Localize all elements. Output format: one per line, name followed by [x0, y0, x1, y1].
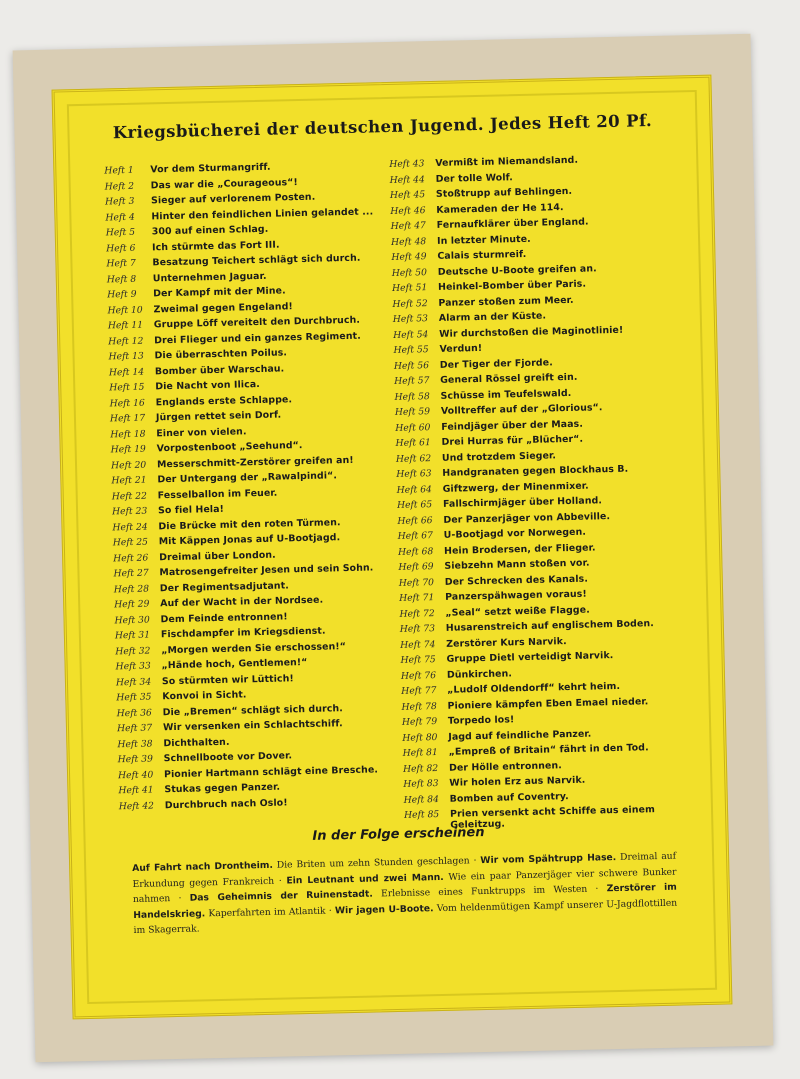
issue-title: Hein Brodersen, der Flieger. — [443, 541, 596, 557]
issue-title: Unternehmen Jaguar. — [152, 270, 267, 284]
issue-number: Heft 24 — [112, 521, 148, 533]
issue-title: General Rössel greift ein. — [440, 371, 578, 386]
issue-title: Giftzwerg, der Minenmixer. — [442, 480, 589, 495]
issue-title: Panzerspähwagen voraus! — [445, 588, 587, 603]
issue-number: Heft 29 — [114, 598, 150, 611]
series-title: Kriegsbücherei der deutschen Jugend. Jedes Heft 20 Pf. — [112, 111, 653, 143]
issue-number: Heft 58 — [394, 390, 430, 403]
issue-title: Fernaufklärer über England. — [436, 216, 589, 231]
forthcoming-desc: Wie ein paar Panzerjäger vier schwere Bunker nahmen · — [132, 866, 677, 905]
issue-number: Heft 31 — [114, 629, 151, 642]
forthcoming-desc: Dreimal auf Erkundung gegen Frankreich · — [132, 850, 677, 890]
issue-number: Heft 40 — [117, 768, 154, 781]
issue-title: Und trotzdem Sieger. — [441, 449, 557, 464]
issue-number: Heft 48 — [390, 235, 427, 248]
issue-number: Heft 71 — [399, 592, 435, 604]
issue-number: Heft 84 — [403, 793, 439, 806]
forthcoming-title: Ein Leutnant und zwei Mann. — [286, 871, 444, 887]
issue-title: Messerschmitt-Zerstörer greifen an! — [156, 454, 354, 470]
booklet-back-cover — [13, 34, 774, 1062]
issue-title: Der Tiger der Fjorde. — [439, 356, 553, 371]
issue-title: Die überraschten Poilus. — [154, 347, 288, 362]
issue-number: Heft 4 — [105, 211, 135, 223]
issue-title: Mit Käppen Jonas auf U-Bootjagd. — [158, 532, 341, 548]
issue-number: Heft 23 — [111, 505, 148, 518]
issue-number: Heft 72 — [399, 607, 435, 620]
issue-title: In letzter Minute. — [436, 233, 531, 247]
issue-title: Englands erste Schlappe. — [155, 393, 293, 408]
issue-title: Bomber über Warschau. — [154, 362, 285, 377]
issue-number: Heft 68 — [397, 545, 434, 558]
issue-title: Die Brücke mit den roten Türmen. — [158, 516, 341, 532]
issue-number: Heft 6 — [106, 242, 136, 254]
issue-number: Heft 49 — [391, 251, 427, 263]
issue-number: Heft 82 — [402, 762, 439, 775]
forthcoming-title: Wir jagen U-Boote. — [334, 902, 434, 916]
issue-title: Jagd auf feindliche Panzer. — [448, 728, 592, 743]
issue-title: Besatzung Teichert schlägt sich durch. — [152, 252, 361, 269]
issue-title: Der Panzerjäger von Abbeville. — [443, 510, 611, 526]
issue-title: Fesselballon im Feuer. — [157, 487, 278, 501]
issue-title: Vor dem Sturmangriff. — [150, 161, 271, 176]
issue-title: Zerstörer Kurs Narvik. — [446, 635, 567, 650]
issue-number: Heft 53 — [392, 313, 429, 325]
issue-title: Pioniere kämpfen Eben Emael nieder. — [447, 695, 649, 712]
issue-number: Heft 80 — [402, 731, 438, 744]
issue-number: Heft 59 — [394, 406, 431, 418]
forthcoming-title: Das Geheimnis der Ruinenstadt. — [189, 888, 373, 904]
forthcoming-desc: Kaperfahrten im Atlantik · — [205, 904, 336, 919]
issue-number: Heft 22 — [111, 490, 148, 502]
issue-number: Heft 61 — [395, 437, 431, 449]
issue-title: Der Hölle entronnen. — [448, 759, 562, 774]
issue-title: Stoßtrupp auf Behlingen. — [435, 185, 573, 200]
issue-title: 300 auf einen Schlag. — [151, 223, 269, 238]
issue-number: Heft 62 — [395, 452, 432, 465]
issue-number: Heft 69 — [398, 561, 434, 573]
issue-title: Dreimal über London. — [159, 549, 276, 563]
issue-number: Heft 73 — [399, 623, 436, 635]
issue-number: Heft 79 — [401, 716, 438, 728]
issue-number: Heft 77 — [401, 685, 437, 697]
issue-title: Gruppe Löff vereitelt den Durchbruch. — [153, 314, 361, 331]
issue-title: Ich stürmte das Fort III. — [151, 238, 280, 253]
issue-title: Sieger auf verlorenem Posten. — [150, 191, 316, 207]
issue-number: Heft 12 — [108, 335, 144, 347]
issue-number: Heft 44 — [389, 173, 425, 186]
issue-title: U-Bootjagd vor Norwegen. — [443, 526, 587, 541]
issue-number: Heft 54 — [393, 328, 429, 341]
issue-title: Stukas gegen Panzer. — [164, 781, 281, 796]
issue-number: Heft 47 — [390, 220, 426, 232]
issue-title: Dünkirchen. — [446, 667, 513, 681]
issue-number: Heft 52 — [392, 297, 428, 310]
issue-number: Heft 75 — [400, 654, 436, 666]
issue-number: Heft 41 — [118, 784, 154, 797]
issue-number: Heft 8 — [106, 273, 137, 285]
issue-number: Heft 3 — [104, 195, 135, 208]
issue-title: Schüsse im Teufelswald. — [440, 387, 572, 402]
issue-number: Heft 63 — [396, 468, 432, 480]
issue-title: Husarenstreich auf englischem Boden. — [445, 618, 654, 634]
issue-number: Heft 9 — [107, 288, 137, 301]
issue-number: Heft 74 — [400, 638, 436, 651]
issue-title: Heinkel-Bomber über Paris. — [437, 278, 587, 293]
issue-number: Heft 67 — [397, 530, 434, 542]
forthcoming-desc: Vom heldenmütigen Kampf unserer U-Jagdflottillen im Skagerrak. — [133, 897, 678, 936]
issue-number: Heft 78 — [401, 700, 437, 713]
issue-number: Heft 14 — [108, 366, 145, 378]
issue-number: Heft 15 — [109, 381, 145, 394]
issue-number: Heft 57 — [394, 375, 430, 387]
issue-title: „Hände hoch, Gentlemen!“ — [161, 656, 308, 672]
issue-number: Heft 28 — [113, 583, 150, 595]
issue-title: Verdun! — [439, 342, 483, 355]
issue-title: Drei Flieger und ein ganzes Regiment. — [154, 330, 361, 346]
issue-title: Der Untergang der „Rawalpindi“. — [157, 470, 338, 486]
issue-number: Heft 70 — [398, 576, 435, 589]
issue-title: Der tolle Wolf. — [435, 171, 514, 185]
issue-number: Heft 11 — [107, 319, 144, 332]
issue-title: Siebzehn Mann stoßen vor. — [444, 557, 590, 572]
issue-number: Heft 36 — [116, 707, 152, 719]
issue-number: Heft 32 — [115, 645, 151, 657]
issue-number: Heft 85 — [403, 809, 440, 821]
issue-title: Der Regimentsadjutant. — [159, 579, 289, 594]
issue-title: So stürmten wir Lüttich! — [161, 672, 294, 687]
issue-number: Heft 50 — [391, 266, 428, 279]
forthcoming-title: Zerstörer im Handelskrieg. — [133, 881, 677, 921]
issue-title: Konvoi in Sicht. — [162, 689, 247, 703]
issue-number: Heft 60 — [395, 421, 431, 434]
issue-title: Drei Hurras für „Blücher“. — [441, 433, 584, 448]
issue-title: So fiel Hela! — [157, 503, 225, 517]
issue-number: Heft 33 — [115, 660, 151, 673]
issue-number: Heft 20 — [110, 459, 147, 471]
issue-number: Heft 2 — [104, 180, 135, 192]
issue-number: Heft 65 — [396, 499, 433, 511]
issue-title: Wir holen Erz aus Narvik. — [449, 774, 586, 789]
forthcoming-desc: Die Briten um zehn Stunden geschlagen · — [272, 855, 481, 871]
issue-title: Panzer stoßen zum Meer. — [438, 294, 574, 309]
issue-title: Einer von vielen. — [156, 425, 247, 439]
issue-number: Heft 35 — [116, 691, 152, 704]
issue-number: Heft 34 — [115, 676, 152, 688]
issue-title: „Morgen werden Sie erschossen!“ — [161, 640, 347, 656]
issue-title: Hinter den feindlichen Linien gelandet ... — [151, 205, 374, 222]
issue-title: Fischdampfer im Kriegsdienst. — [160, 625, 326, 641]
issue-number: Heft 46 — [390, 204, 426, 217]
issue-title: Fallschirmjäger über Holland. — [442, 495, 603, 510]
issue-title: Wir versenken ein Schlachtschiff. — [162, 718, 343, 734]
issue-number: Heft 39 — [117, 753, 154, 766]
issue-title: Der Schrecken des Kanals. — [444, 573, 589, 588]
issue-title: Schnellboote vor Dover. — [163, 750, 293, 765]
issue-title: Dem Feinde entronnen! — [160, 610, 288, 625]
issue-title: Calais sturmreif. — [437, 248, 527, 262]
issue-number: Heft 51 — [391, 282, 428, 294]
forthcoming-desc: Erlebnisse eines Funktrupps im Westen · — [372, 883, 607, 900]
issue-title: Vorpostenboot „Seehund“. — [156, 440, 303, 455]
issue-title: Dichthalten. — [163, 736, 230, 749]
issue-number: Heft 56 — [393, 359, 430, 372]
issue-number: Heft 19 — [110, 443, 146, 456]
issue-title: Das war die „Courageous“! — [150, 176, 298, 191]
issue-number: Heft 38 — [117, 738, 153, 750]
issue-title: Jürgen rettet sein Dorf. — [155, 409, 282, 424]
issue-title: Volltreffer auf der „Glorious“. — [440, 402, 603, 417]
issue-title: Wir durchstoßen die Maginotlinie! — [439, 324, 624, 340]
issue-number: Heft 76 — [400, 669, 437, 682]
issue-number: Heft 16 — [109, 397, 145, 409]
issue-number: Heft 27 — [113, 567, 149, 580]
issue-title: Gruppe Dietl verteidigt Narvik. — [446, 650, 614, 665]
issue-number: Heft 66 — [397, 514, 433, 527]
issue-title: Prien versenkt acht Schiffe aus einem Geleitzug. — [449, 804, 656, 831]
issue-title: Feindjäger über der Maas. — [441, 418, 584, 433]
issue-number: Heft 18 — [110, 428, 146, 440]
issue-number: Heft 10 — [107, 304, 143, 316]
issue-number: Heft 30 — [114, 614, 150, 626]
issue-title: „Seal“ setzt weiße Flagge. — [445, 604, 590, 619]
issue-number: Heft 45 — [389, 189, 426, 201]
issue-number: Heft 37 — [116, 722, 153, 735]
issue-number: Heft 26 — [113, 552, 149, 564]
issue-title: Durchbruch nach Oslo! — [164, 796, 288, 811]
issue-title: „Empreß of Britain“ fährt in den Tod. — [448, 742, 649, 758]
issue-number: Heft 83 — [403, 778, 439, 790]
issue-title: Der Kampf mit der Mine. — [153, 285, 286, 300]
issue-title: Auf der Wacht in der Nordsee. — [160, 594, 324, 610]
issue-number: Heft 81 — [402, 747, 438, 759]
issue-list-right — [389, 150, 694, 833]
issue-number: Heft 1 — [104, 164, 134, 177]
issue-number: Heft 43 — [389, 158, 425, 170]
issue-title: Kameraden der He 114. — [436, 201, 564, 216]
forthcoming-title: Wir vom Spähtrupp Hase. — [480, 852, 617, 867]
issue-title: Die „Bremen“ schlägt sich durch. — [162, 702, 343, 718]
issue-title: Zweimal gegen Engeland! — [153, 300, 293, 315]
forthcoming-text — [132, 849, 678, 939]
issue-title: Deutsche U-Boote greifen an. — [437, 262, 597, 278]
issue-number: Heft 42 — [118, 799, 155, 812]
issue-title: Alarm an der Küste. — [438, 310, 547, 324]
yellow-panel — [52, 75, 733, 1020]
forthcoming-heading: In der Folge erscheinen — [312, 824, 485, 844]
issue-title: Die Nacht von Ilica. — [155, 378, 261, 393]
issue-title: Pionier Hartmann schlägt eine Bresche. — [163, 763, 379, 780]
issue-number: Heft 17 — [109, 412, 146, 425]
issue-number: Heft 21 — [111, 474, 147, 487]
issue-title: Bomben auf Coventry. — [449, 790, 569, 805]
issue-title: Vermißt im Niemandsland. — [435, 154, 579, 169]
issue-title: „Ludolf Oldendorff“ kehrt heim. — [447, 680, 621, 696]
issue-number: Heft 25 — [112, 536, 149, 549]
forthcoming-title: Auf Fahrt nach Drontheim. — [132, 859, 273, 874]
issue-title: Matrosengefreiter Jesen und sein Sohn. — [159, 562, 374, 579]
issue-number: Heft 64 — [396, 483, 432, 496]
issue-number: Heft 13 — [108, 350, 144, 363]
issue-number: Heft 55 — [393, 344, 429, 356]
issue-list-left — [104, 157, 409, 814]
issue-title: Handgranaten gegen Blockhaus B. — [442, 463, 629, 479]
issue-title: Torpedo los! — [447, 714, 515, 727]
issue-number: Heft 7 — [106, 257, 136, 270]
issue-number: Heft 5 — [105, 226, 136, 239]
